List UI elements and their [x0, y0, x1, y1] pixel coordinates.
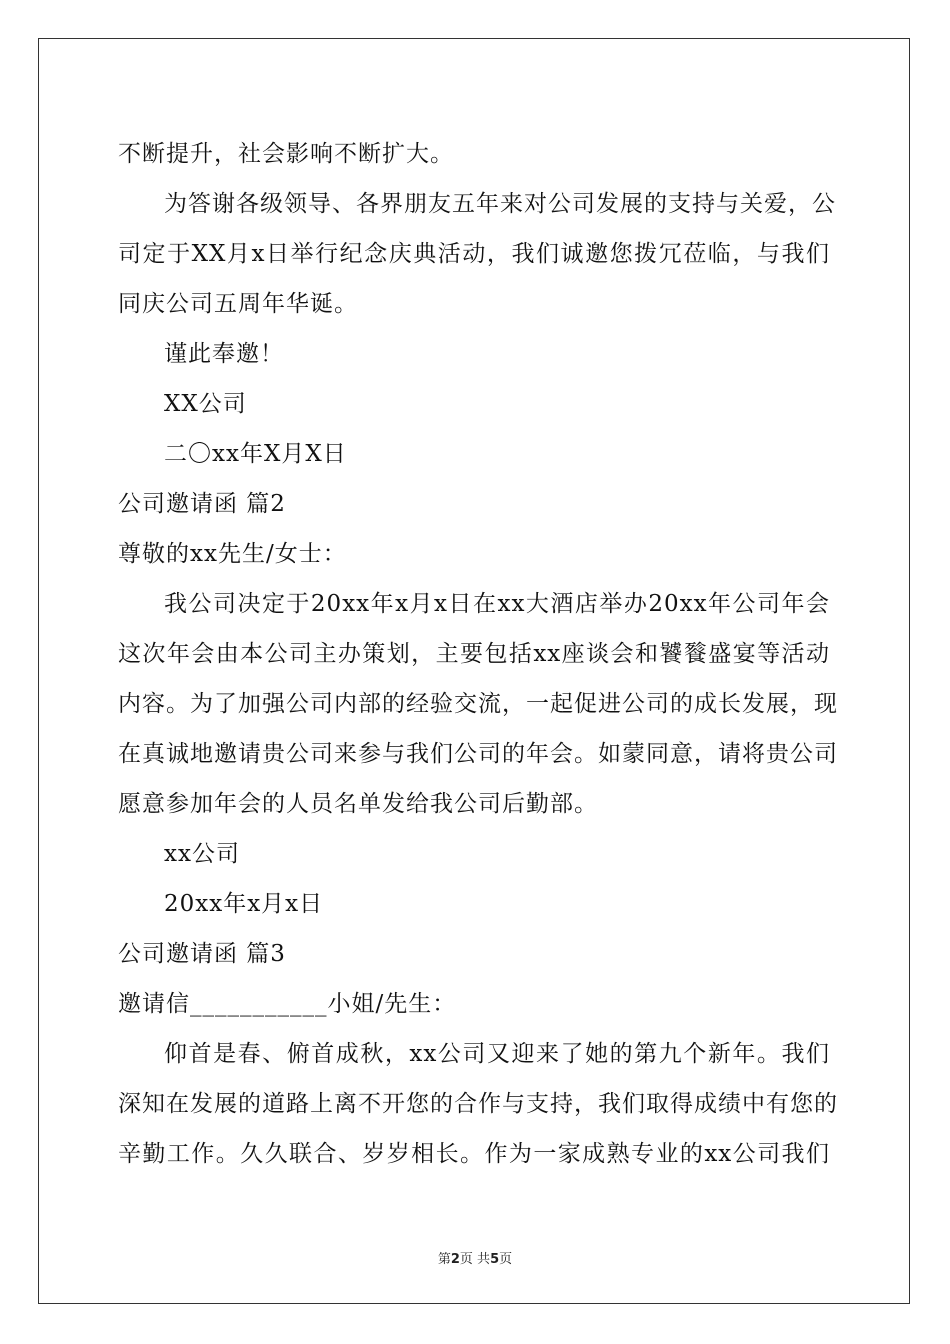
text-line: 不断提升，社会影响不断扩大。	[118, 141, 454, 167]
footer-prefix: 第	[437, 1252, 451, 1267]
section-heading: 公司邀请函 篇3	[118, 941, 286, 967]
text-line: 深知在发展的道路上离不开您的合作与支持，我们取得成绩中有您的	[118, 1091, 838, 1117]
text-line: 同庆公司五周年华诞。	[118, 291, 358, 317]
text-line: 辛勤工作。久久联合、岁岁相长。作为一家成熟专业的xx公司我们	[118, 1141, 830, 1167]
text-line: 二〇xx年X月X日	[164, 441, 347, 467]
salutation: 邀请信___________小姐/先生：	[118, 991, 457, 1017]
text-line: 愿意参加年会的人员名单发给我公司后勤部。	[118, 791, 598, 817]
page-footer	[0, 1248, 950, 1267]
footer-mid: 页 共	[459, 1252, 491, 1267]
text-line: 为答谢各级领导、各界朋友五年来对公司发展的支持与关爱，公	[164, 191, 836, 217]
text-line: 我公司决定于20xx年x月x日在xx大酒店举办20xx年公司年会	[164, 591, 830, 617]
section-heading: 公司邀请函 篇2	[118, 491, 286, 517]
text-line: 内容。为了加强公司内部的经验交流，一起促进公司的成长发展，现	[118, 691, 838, 717]
text-line: 在真诚地邀请贵公司来参与我们公司的年会。如蒙同意，请将贵公司	[118, 741, 838, 767]
footer-suffix: 页	[499, 1252, 513, 1267]
text-line: 仰首是春、俯首成秋，xx公司又迎来了她的第九个新年。我们	[164, 1041, 830, 1067]
text-line: 谨此奉邀！	[164, 341, 284, 367]
current-page-number: 2	[450, 1252, 460, 1267]
text-line: 20xx年x月x日	[164, 891, 324, 917]
text-line: 司定于XX月x日举行纪念庆典活动，我们诚邀您拨冗莅临，与我们	[118, 241, 830, 267]
salutation: 尊敬的xx先生/女士：	[118, 541, 347, 567]
text-line: xx公司	[164, 841, 240, 867]
text-line: XX公司	[164, 391, 247, 417]
text-line: 这次年会由本公司主办策划，主要包括xx座谈会和饕餮盛宴等活动	[118, 641, 830, 667]
total-pages-number: 5	[490, 1252, 500, 1267]
